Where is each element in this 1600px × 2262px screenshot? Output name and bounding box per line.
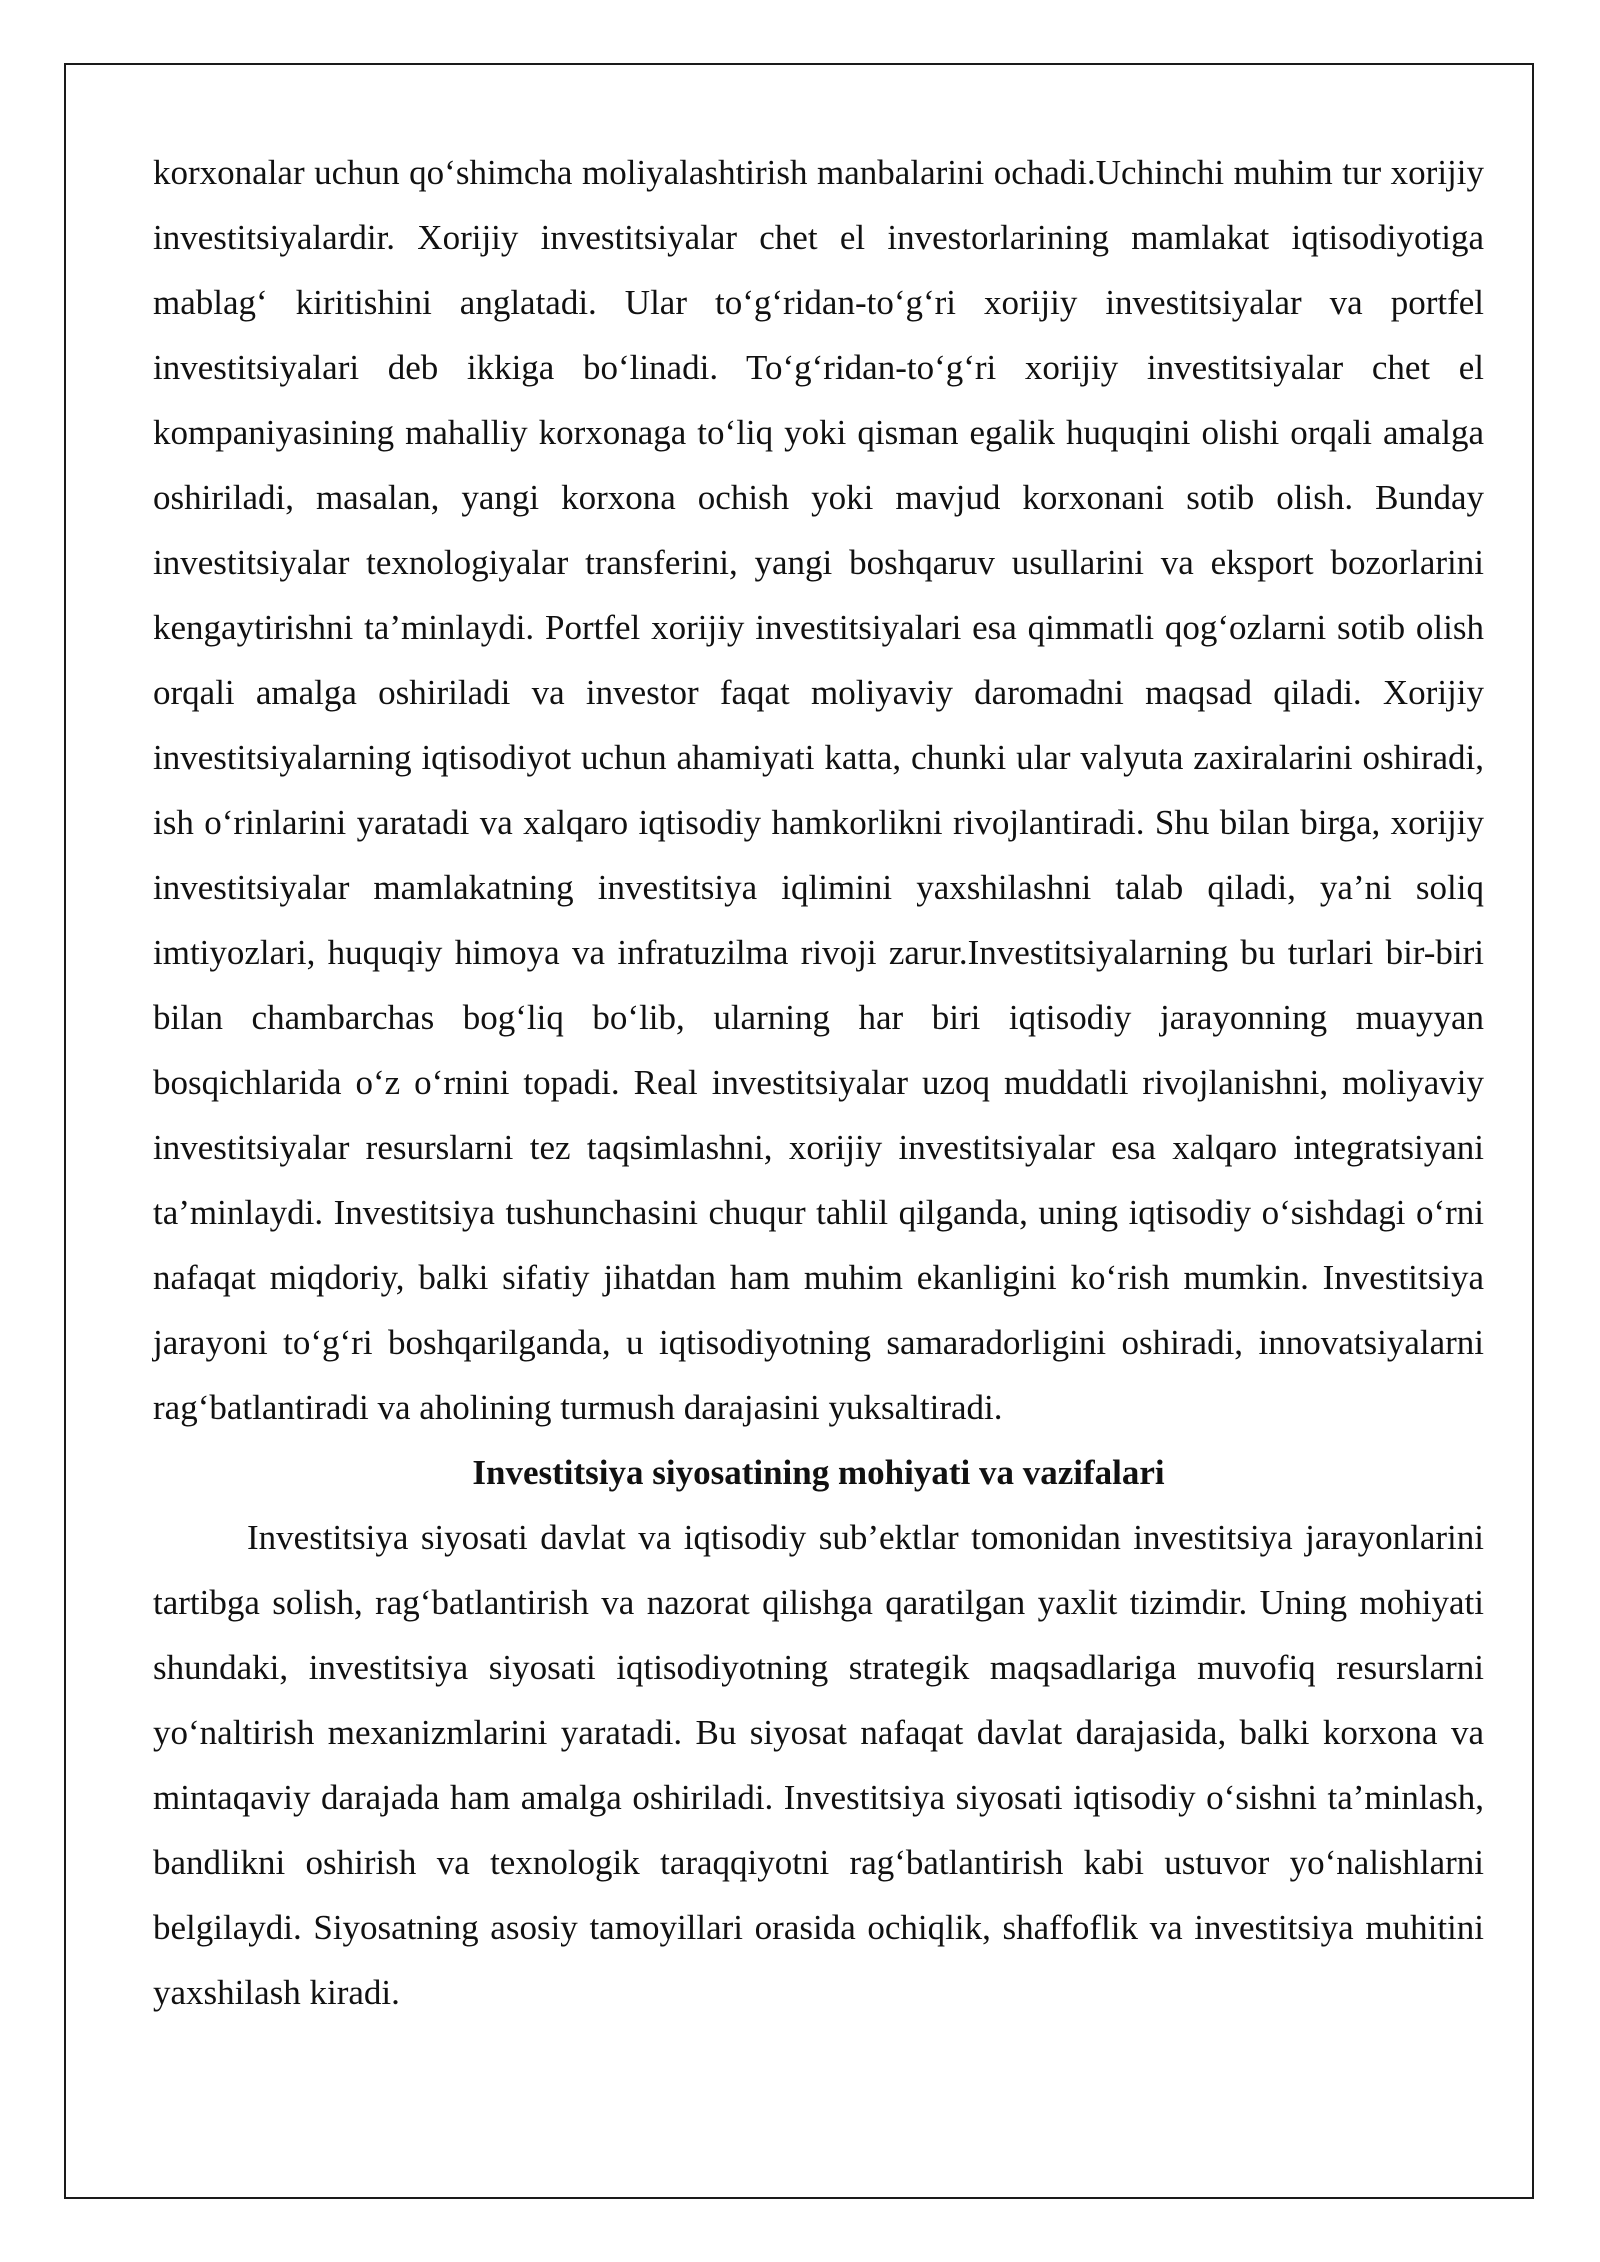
body-paragraph: korxonalar uchun qo‘shimcha moliyalashtirish manbalarini ochadi.Uchinchi muhim tur xorijiy investitsiyalardir. Xorijiy investitsiyalar chet el investorlarining mamlakat iqtisodiyotiga mablag‘ kiritishini anglatadi. Ular to‘g‘ridan-to‘g‘ri xorijiy investitsiyalar va portfel investitsiyalari deb ikkiga bo‘linadi. To‘g‘ridan-to‘g‘ri xorijiy investitsiyalar chet el kompaniyasining mahalliy korxonaga to‘liq yoki qisman egalik huquqini olishi orqali amalga oshiriladi, masalan, yangi korxona ochish yoki mavjud korxonani sotib olish. Bunday investitsiyalar texnologiyalar transferini, yangi boshqaruv usullarini va eksport bozorlarini kengaytirishni ta’minlaydi. Portfel xorijiy investitsiyalari esa qimmatli qog‘ozlarni sotib olish orqali amalga oshiriladi va investor faqat moliyaviy daromadni maqsad qiladi. Xorijiy investitsiyalarning iqtisodiyot uchun ahamiyati katta, chunki ular valyuta zaxiralarini oshiradi, ish o‘rinlarini yaratadi va xalqaro iqtisodiy hamkorlikni rivojlantiradi. Shu bilan birga, xorijiy investitsiyalar mamlakatning investitsiya iqlimini yaxshilashni talab qiladi, ya’ni soliq imtiyozlari, huquqiy himoya va infratuzilma rivoji zarur.Investitsiyalarning bu turlari bir-biri bilan chambarchas bog‘liq bo‘lib, ularning har biri iqtisodiy jarayonning muayyan bosqichlarida o‘z o‘rnini topadi. Real investitsiyalar uzoq muddatli rivojlanishni, moliyaviy investitsiyalar resurslarni tez taqsimlashni, xorijiy investitsiyalar esa xalqaro integratsiyani ta’minlaydi. Investitsiya tushunchasini chuqur tahlil qilganda, uning iqtisodiy o‘sishdagi o‘rni nafaqat miqdoriy, balki sifatiy jihatdan ham muhim ekanligini ko‘rish mumkin. Investitsiya jarayoni to‘g‘ri boshqarilganda, u iqtisodiyotning samaradorligini oshiradi, innovatsiyalarni rag‘batlantiradi va aholining turmush darajasini yuksaltiradi. bbox=[153, 153, 1484, 1427]
document-body bbox=[153, 140, 1484, 2025]
body-paragraph: Investitsiya siyosati davlat va iqtisodiy sub’ektlar tomonidan investitsiya jarayonlarini tartibga solish, rag‘batlantirish va nazorat qilishga qaratilgan yaxlit tizimdir. Uning mohiyati shundaki, investitsiya siyosati iqtisodiyotning strategik maqsadlariga muvofiq resurslarni yo‘naltirish mexanizmlarini yaratadi. Bu siyosat nafaqat davlat darajasida, balki korxona va mintaqaviy darajada ham amalga oshiriladi. Investitsiya siyosati iqtisodiy o‘sishni ta’minlash, bandlikni oshirish va texnologik taraqqiyotni rag‘batlantirish kabi ustuvor yo‘nalishlarni belgilaydi. Siyosatning asosiy tamoyillari orasida ochiqlik, shaffoflik va investitsiya muhitini yaxshilash kiradi. bbox=[153, 1518, 1484, 2012]
section-heading: Investitsiya siyosatining mohiyati va vazifalari bbox=[472, 1453, 1165, 1492]
